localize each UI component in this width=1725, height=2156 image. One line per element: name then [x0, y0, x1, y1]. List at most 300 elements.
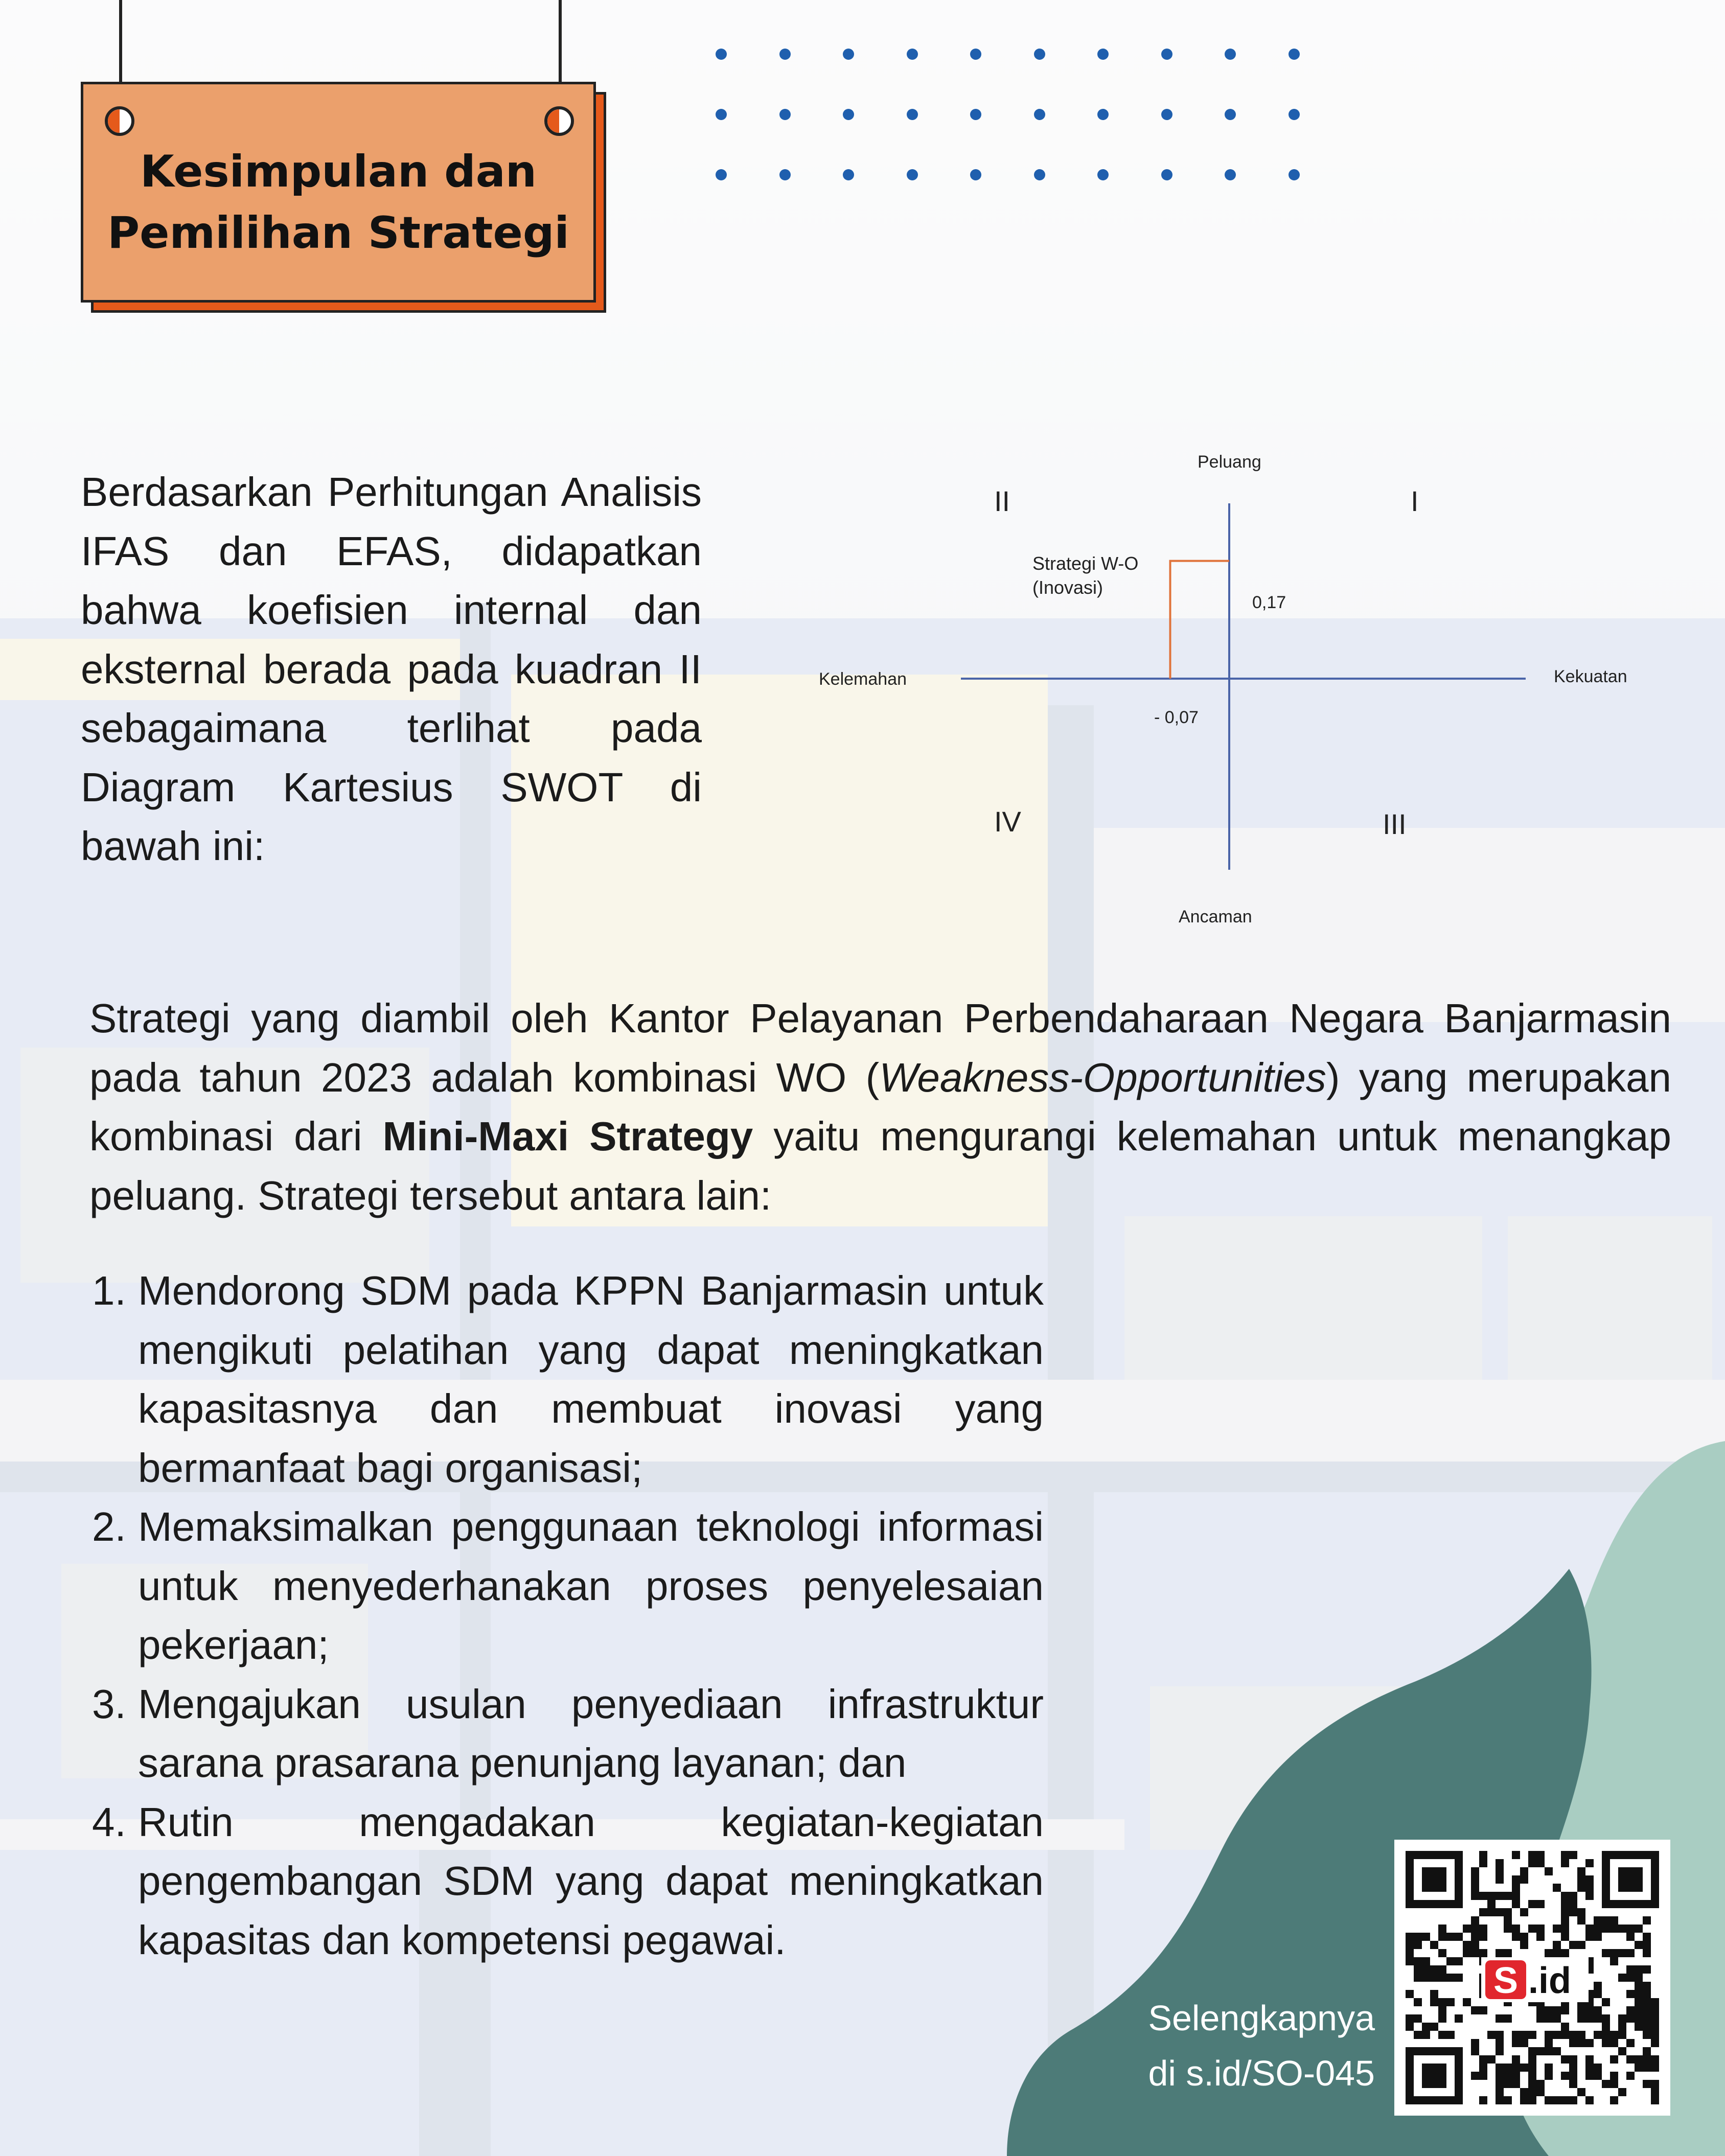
intro-paragraph: Berdasarkan Perhitungan Analisis IFAS dan EFAS, didapatkan bahwa koefisien internal dan eksternal berada pada kuadran II sebagaimana terlihat pada Diagram Kartesius SWOT di bawah ini:	[81, 469, 702, 869]
qr-module	[1635, 1982, 1643, 1990]
qr-module	[1504, 1925, 1512, 1933]
quadrant-label-i: I	[1411, 485, 1419, 517]
strategy-paragraph	[89, 989, 1671, 1225]
qr-module	[1512, 1892, 1520, 1900]
qr-module	[1594, 1916, 1602, 1925]
qr-module	[1528, 2072, 1536, 2080]
strategy-italic: Weakness-Opportunities	[879, 1054, 1326, 1100]
footer-line-1: Selengkapnya	[1148, 1998, 1375, 2038]
qr-module	[1643, 1990, 1651, 1998]
qr-module	[1553, 1925, 1561, 1933]
qr-module	[1463, 1998, 1471, 2006]
qr-module	[1512, 2072, 1520, 2080]
qr-module	[1610, 2039, 1618, 2047]
qr-module	[1528, 2096, 1536, 2104]
qr-module	[1561, 1900, 1569, 1908]
qr-module	[1479, 1892, 1487, 1900]
qr-module	[1643, 2006, 1651, 2014]
qr-module	[1618, 1974, 1626, 1982]
qr-module	[1635, 1974, 1643, 1982]
qr-module	[1651, 2088, 1659, 2096]
qr-module	[1545, 2031, 1553, 2039]
qr-module	[1602, 1916, 1610, 1925]
qr-module	[1569, 1908, 1577, 1916]
qr-module	[1602, 1949, 1610, 1957]
qr-module	[1561, 1892, 1569, 1900]
qr-module	[1536, 1859, 1545, 1867]
qr-module	[1594, 1982, 1602, 1990]
decorative-dot	[907, 169, 918, 180]
qr-module	[1569, 2055, 1577, 2064]
qr-module	[1577, 2014, 1585, 2023]
y-value-label: 0,17	[1252, 593, 1286, 612]
qr-module	[1602, 2080, 1610, 2088]
qr-module	[1504, 2072, 1512, 2080]
qr-module	[1512, 1884, 1520, 1892]
qr-module	[1577, 1908, 1585, 1916]
qr-module	[1618, 2023, 1626, 2031]
qr-module	[1406, 1941, 1414, 1949]
qr-finder-top-right	[1602, 1851, 1659, 1908]
qr-module	[1463, 1925, 1471, 1933]
qr-module	[1463, 1949, 1471, 1957]
qr-module	[1504, 1892, 1512, 1900]
list-item	[92, 1675, 1044, 1793]
qr-module	[1471, 1949, 1479, 1957]
qr-module	[1635, 2014, 1643, 2023]
qr-module	[1561, 1916, 1569, 1925]
qr-module	[1496, 2064, 1504, 2072]
qr-module	[1512, 2080, 1520, 2088]
qr-module	[1528, 1925, 1536, 1933]
qr-module	[1496, 1875, 1504, 1884]
qr-module	[1577, 2039, 1585, 2047]
qr-module	[1422, 2031, 1430, 2039]
quadrant-label-iv: IV	[994, 805, 1021, 838]
qr-module	[1602, 1925, 1610, 1933]
qr-module	[1577, 2006, 1585, 2014]
list-text: Mengajukan usulan penyediaan infrastruktur sarana prasarana penunjang layanan; dan	[138, 1681, 1044, 1786]
qr-module	[1512, 2039, 1520, 2047]
qr-module	[1553, 2006, 1561, 2014]
qr-module	[1496, 2031, 1504, 2039]
qr-module	[1545, 2039, 1553, 2047]
qr-module	[1635, 1965, 1643, 1974]
strategy-point-marker	[1170, 561, 1230, 679]
qr-module	[1594, 2064, 1602, 2072]
qr-module	[1471, 1875, 1479, 1884]
strategy-text-1: Strategi yang diambil oleh Kantor Pelayanan Perbendaharaan Negara Banjarmasin pada tahun 2023 adalah kombinasi WO (	[89, 995, 1671, 1100]
qr-module	[1463, 1941, 1471, 1949]
qr-module	[1438, 2031, 1446, 2039]
qr-module	[1422, 1974, 1430, 1982]
qr-module	[1626, 2055, 1635, 2064]
qr-module	[1585, 1875, 1594, 1884]
qr-module	[1643, 1982, 1651, 1990]
qr-module	[1561, 2096, 1569, 2104]
qr-module	[1610, 2031, 1618, 2039]
qr-module	[1528, 2031, 1536, 2039]
qr-module	[1536, 1851, 1545, 1859]
qr-module	[1602, 2031, 1610, 2039]
qr-module	[1626, 1933, 1635, 1941]
qr-module	[1520, 1875, 1528, 1884]
swot-cartesian-diagram	[808, 445, 1646, 935]
decorative-dot	[1225, 49, 1236, 60]
qr-module	[1414, 1998, 1422, 2006]
qr-module	[1487, 2055, 1496, 2064]
qr-module	[1496, 1867, 1504, 1875]
pin-icon	[544, 106, 574, 136]
qr-module	[1643, 2080, 1651, 2088]
point-label-line2: (Inovasi)	[1032, 577, 1103, 598]
qr-module	[1585, 1859, 1594, 1867]
qr-module	[1422, 1957, 1430, 1965]
qr-module	[1594, 2006, 1602, 2014]
qr-module	[1414, 1974, 1422, 1982]
qr-module	[1520, 2031, 1528, 2039]
qr-module	[1545, 1867, 1553, 1875]
title-line-1: Kesimpulan dan	[140, 146, 537, 197]
qr-module	[1561, 1949, 1569, 1957]
qr-module	[1643, 1965, 1651, 1974]
qr-module	[1471, 1933, 1479, 1941]
qr-module	[1512, 1925, 1520, 1933]
qr-module	[1496, 2072, 1504, 2080]
qr-module	[1561, 1933, 1569, 1941]
qr-module	[1635, 2064, 1643, 2072]
strategy-bold: Mini-Maxi Strategy	[382, 1114, 753, 1159]
qr-module	[1496, 1859, 1504, 1867]
axis-label-right: Kekuatan	[1554, 667, 1627, 686]
qr-module	[1414, 2014, 1422, 2023]
decorative-dot	[716, 49, 727, 60]
qr-module	[1438, 1933, 1446, 1941]
qr-module	[1520, 2064, 1528, 2072]
qr-module	[1536, 2014, 1545, 2023]
qr-module	[1479, 1949, 1487, 1957]
qr-module	[1651, 2023, 1659, 2031]
qr-module	[1414, 1941, 1422, 1949]
qr-module	[1643, 2055, 1651, 2064]
qr-module	[1635, 2023, 1643, 2031]
qr-module	[1643, 1941, 1651, 1949]
qr-module	[1520, 1908, 1528, 1916]
qr-module	[1651, 2096, 1659, 2104]
qr-module	[1569, 1851, 1577, 1859]
qr-module	[1406, 1990, 1414, 1998]
qr-module	[1651, 1998, 1659, 2006]
qr-module	[1643, 1916, 1651, 1925]
qr-module	[1610, 1925, 1618, 1933]
qr-module	[1585, 2064, 1594, 2072]
qr-module	[1487, 1900, 1496, 1908]
qr-finder-bottom-left	[1406, 2047, 1463, 2104]
qr-module	[1536, 1933, 1545, 1941]
decorative-dot	[1034, 169, 1045, 180]
qr-module	[1520, 1867, 1528, 1875]
qr-logo-s: S	[1493, 1960, 1519, 2001]
qr-module	[1569, 2064, 1577, 2072]
qr-module	[1610, 2055, 1618, 2064]
qr-module	[1422, 1965, 1430, 1974]
qr-module	[1479, 1908, 1487, 1916]
qr-module	[1528, 2080, 1536, 2088]
decorative-dot	[907, 109, 918, 120]
decorative-dot	[1034, 109, 1045, 120]
decorative-dot	[1225, 109, 1236, 120]
qr-module	[1585, 1925, 1594, 1933]
qr-module	[1561, 1908, 1569, 1916]
qr-module	[1430, 2023, 1438, 2031]
qr-module	[1635, 1990, 1643, 1998]
qr-module	[1569, 1941, 1577, 1949]
qr-module	[1643, 2014, 1651, 2023]
qr-module	[1577, 2031, 1585, 2039]
list-number: 2.	[92, 1504, 126, 1549]
qr-module	[1471, 1941, 1479, 1949]
qr-module	[1446, 2031, 1455, 2039]
qr-module	[1569, 1900, 1577, 1908]
qr-module	[1504, 2064, 1512, 2072]
qr-module	[1545, 2064, 1553, 2072]
quadrant-label-iii: III	[1383, 808, 1407, 840]
qr-module	[1504, 1916, 1512, 1925]
qr-module	[1536, 2080, 1545, 2088]
qr-module	[1479, 2096, 1487, 2104]
qr-module	[1594, 2031, 1602, 2039]
qr-module	[1446, 1933, 1455, 1941]
qr-module	[1651, 2055, 1659, 2064]
qr-module	[1643, 1933, 1651, 1941]
decorative-dot	[1097, 169, 1109, 180]
qr-module	[1651, 2031, 1659, 2039]
qr-module	[1496, 1892, 1504, 1900]
qr-module	[1430, 1990, 1438, 1998]
qr-module	[1545, 1949, 1553, 1957]
qr-module	[1651, 2080, 1659, 2088]
qr-module	[1536, 1900, 1545, 1908]
qr-module	[1602, 2039, 1610, 2047]
qr-module	[1569, 2080, 1577, 2088]
qr-module	[1479, 2064, 1487, 2072]
qr-module	[1406, 2014, 1414, 2023]
qr-logo-id: .id	[1528, 1960, 1571, 2001]
qr-module	[1553, 1884, 1561, 1892]
decorative-dot	[970, 49, 981, 60]
qr-module	[1479, 1851, 1487, 1859]
qr-module	[1626, 1949, 1635, 1957]
qr-module	[1602, 1998, 1610, 2006]
qr-module	[1635, 2006, 1643, 2014]
qr-module	[1471, 1867, 1479, 1875]
qr-module	[1446, 1957, 1455, 1965]
qr-module	[1496, 2047, 1504, 2055]
qr-module	[1471, 1884, 1479, 1892]
qr-module	[1553, 2014, 1561, 2023]
qr-module	[1479, 2006, 1487, 2014]
qr-module	[1471, 2047, 1479, 2055]
qr-module	[1577, 1941, 1585, 1949]
qr-module	[1471, 2006, 1479, 2014]
qr-module	[1585, 2006, 1594, 2014]
decorative-dot	[1161, 169, 1172, 180]
decorative-dot	[779, 49, 791, 60]
qr-code[interactable]	[1394, 1840, 1670, 2116]
qr-module	[1430, 1974, 1438, 1982]
qr-module	[1626, 2039, 1635, 2047]
qr-module	[1569, 2039, 1577, 2047]
footer-text	[1099, 1990, 1375, 2101]
qr-module	[1528, 2088, 1536, 2096]
qr-module	[1626, 2006, 1635, 2014]
qr-module	[1651, 2064, 1659, 2072]
qr-module	[1504, 1949, 1512, 1957]
strategy-list	[92, 1261, 1044, 1969]
qr-module	[1651, 2014, 1659, 2023]
qr-module	[1471, 1925, 1479, 1933]
qr-module	[1610, 2072, 1618, 2080]
qr-module	[1585, 2096, 1594, 2104]
qr-module	[1504, 2096, 1512, 2104]
qr-module	[1651, 2006, 1659, 2014]
qr-module	[1561, 1851, 1569, 1859]
qr-module	[1594, 1990, 1602, 1998]
qr-module	[1545, 2096, 1553, 2104]
decorative-dot	[907, 49, 918, 60]
qr-module	[1446, 1998, 1455, 2006]
decorative-dot	[1289, 169, 1300, 180]
qr-module	[1635, 2055, 1643, 2064]
qr-module	[1635, 1998, 1643, 2006]
qr-module	[1602, 2014, 1610, 2023]
qr-module	[1406, 1933, 1414, 1941]
qr-module	[1553, 1941, 1561, 1949]
qr-module	[1594, 1925, 1602, 1933]
qr-module	[1545, 2014, 1553, 2023]
qr-module	[1438, 1965, 1446, 1974]
qr-module	[1520, 1933, 1528, 1941]
qr-module	[1610, 2080, 1618, 2088]
list-item	[92, 1261, 1044, 1497]
qr-module	[1487, 1908, 1496, 1916]
qr-module	[1438, 1925, 1446, 1933]
qr-module	[1455, 1933, 1463, 1941]
axis-label-bottom: Ancaman	[1179, 907, 1252, 926]
qr-module	[1496, 2014, 1504, 2023]
qr-module	[1569, 2096, 1577, 2104]
qr-module	[1512, 1851, 1520, 1859]
qr-module	[1577, 1884, 1585, 1892]
qr-module	[1471, 1892, 1479, 1900]
qr-module	[1643, 1949, 1651, 1957]
qr-module	[1471, 1916, 1479, 1925]
qr-module	[1512, 1875, 1520, 1884]
qr-module	[1577, 1867, 1585, 1875]
decorative-dot	[1289, 49, 1300, 60]
point-label-line1: Strategi W-O	[1032, 553, 1139, 574]
qr-module	[1643, 2023, 1651, 2031]
qr-module	[1618, 2088, 1626, 2096]
qr-module	[1438, 1998, 1446, 2006]
x-value-label: - 0,07	[1154, 708, 1199, 727]
qr-module	[1487, 1892, 1496, 1900]
list-text: Rutin mengadakan kegiatan-kegiatan pengembangan SDM yang dapat meningkatkan kapasitas dan kompetensi pegawai.	[138, 1799, 1044, 1963]
qr-module	[1561, 2055, 1569, 2064]
qr-module	[1422, 1933, 1430, 1941]
qr-module	[1528, 2055, 1536, 2064]
qr-module	[1528, 2064, 1536, 2072]
qr-module	[1610, 1916, 1618, 1925]
list-item	[92, 1793, 1044, 1970]
qr-module	[1553, 2031, 1561, 2039]
decorative-dot	[1225, 169, 1236, 180]
qr-module	[1618, 2031, 1626, 2039]
qr-module	[1577, 1916, 1585, 1925]
qr-module	[1618, 2047, 1626, 2055]
decorative-dot	[716, 109, 727, 120]
decorative-dot	[779, 109, 791, 120]
qr-module	[1430, 1941, 1438, 1949]
qr-module	[1585, 2055, 1594, 2064]
qr-module	[1626, 2072, 1635, 2080]
qr-module	[1496, 1949, 1504, 1957]
qr-module	[1569, 1892, 1577, 1900]
list-number: 3.	[92, 1681, 126, 1727]
qr-module	[1536, 1925, 1545, 1933]
qr-module	[1610, 1957, 1618, 1965]
qr-module	[1594, 2072, 1602, 2080]
qr-module	[1545, 2072, 1553, 2080]
qr-module	[1569, 2072, 1577, 2080]
qr-module	[1561, 2023, 1569, 2031]
qr-module	[1479, 2072, 1487, 2080]
pin-icon	[105, 106, 134, 136]
axis-label-top: Peluang	[1198, 452, 1261, 472]
qr-module	[1455, 2014, 1463, 2023]
qr-module	[1479, 2055, 1487, 2064]
qr-module	[1561, 2006, 1569, 2014]
qr-module	[1496, 2080, 1504, 2088]
qr-module	[1585, 2014, 1594, 2023]
qr-module	[1561, 1925, 1569, 1933]
quadrant-label-ii: II	[994, 485, 1010, 517]
qr-module	[1536, 2006, 1545, 2014]
qr-module	[1406, 1957, 1414, 1965]
qr-module	[1430, 1965, 1438, 1974]
qr-module	[1479, 1859, 1487, 1867]
qr-module	[1496, 2039, 1504, 2047]
decorative-dot	[716, 169, 727, 180]
qr-module	[1520, 2039, 1528, 2047]
qr-module	[1438, 2006, 1446, 2014]
qr-module	[1422, 2023, 1430, 2031]
qr-module	[1479, 1925, 1487, 1933]
qr-module	[1553, 1949, 1561, 1957]
qr-module	[1643, 2031, 1651, 2039]
qr-module	[1528, 1900, 1536, 1908]
qr-module	[1643, 1998, 1651, 2006]
qr-module	[1594, 1933, 1602, 1941]
qr-module	[1618, 1949, 1626, 1957]
qr-module	[1651, 2039, 1659, 2047]
list-text: Mendorong SDM pada KPPN Banjarmasin untuk mengikuti pelatihan yang dapat meningkatkan kapasitasnya dan membuat inovasi yang bermanfaat bagi organisasi;	[138, 1268, 1044, 1491]
qr-module	[1545, 2047, 1553, 2055]
qr-module	[1536, 2047, 1545, 2055]
qr-module	[1528, 1851, 1536, 1859]
qr-module	[1577, 1875, 1585, 1884]
decorative-dot	[1161, 49, 1172, 60]
